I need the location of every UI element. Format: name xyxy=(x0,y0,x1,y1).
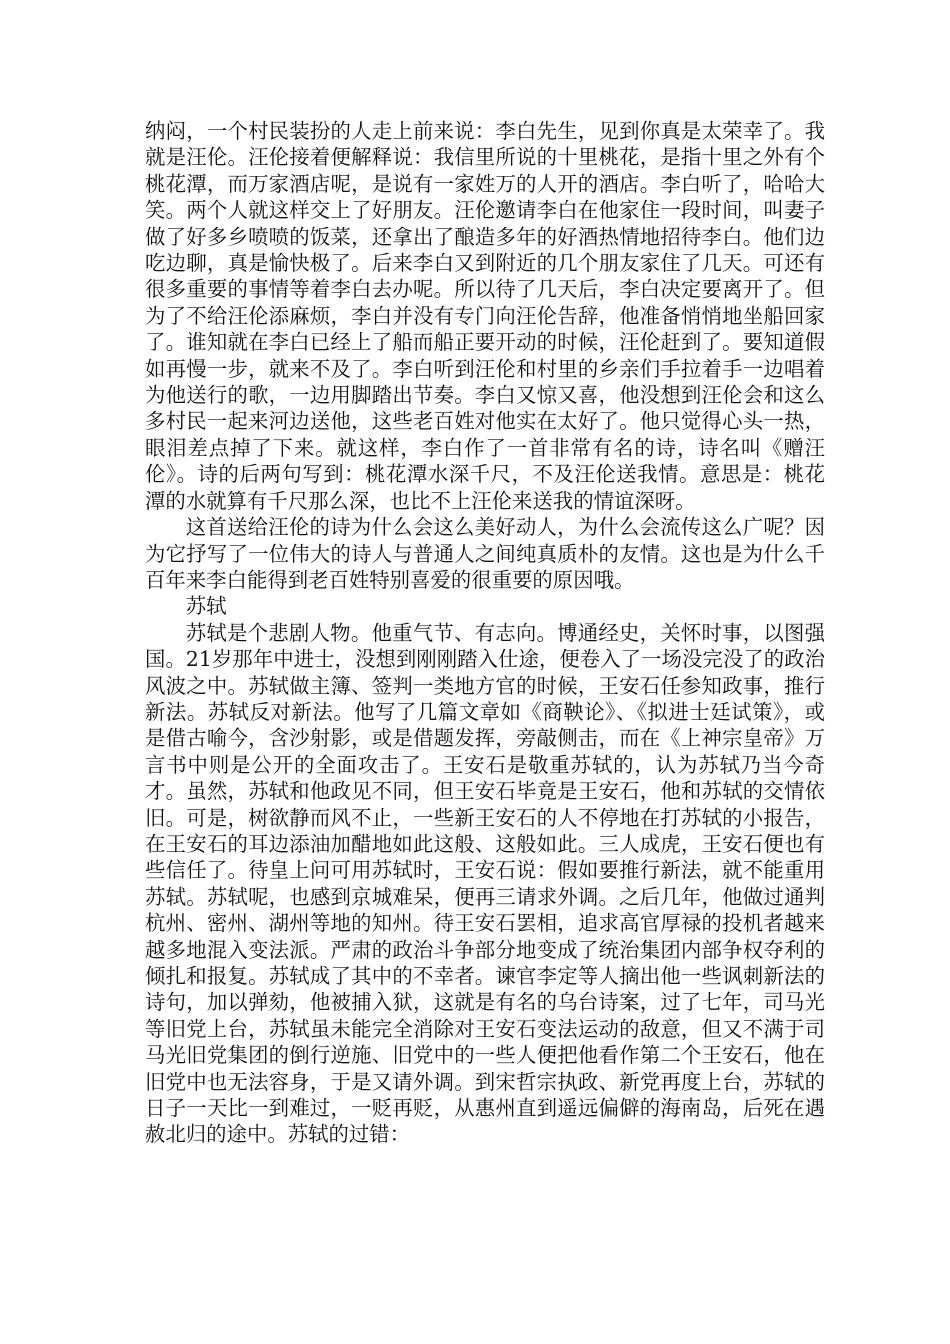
paragraph-poem-commentary: 这首送给汪伦的诗为什么会这么美好动人，为什么会流传这么广呢？因为它抒写了一位伟大的诗人与普通人之间纯真质朴的友情。这也是为什么千百年来李白能得到老百姓特别喜爱的很重要的原因哦。 xyxy=(145,515,825,592)
section-heading-su-shi: 苏轼 xyxy=(185,594,227,619)
paragraph-li-bai-story: 纳闷，一个村民装扮的人走上前来说：李白先生，见到你真是太荣幸了。我就是汪伦。汪伦接着便解释说：我信里所说的十里桃花，是指十里之外有个桃花潭，而万家酒店呢，是说有一家姓万的人开的酒店。李白听了，哈哈大笑。两个人就这样交上了好朋友。汪伦邀请李白在他家住一段时间，叫妻子做了好多乡喷喷的饭菜，还拿出了酿造多年的好酒热情地招待李白。他们边吃边聊，真是愉快极了。后来李白又到附近的几个朋友家住了几天。可还有很多重要的事情等着李白去办呢。所以待了几天后，李白决定要离开了。但为了不给汪伦添麻烦，李白并没有专门向汪伦告辞，他准备悄悄地坐船回家了。谁知就在李白已经上了船而船正要开动的时候，汪伦赶到了。要知道假如再慢一步，就来不及了。李白听到汪伦和村里的乡亲们手拉着手一边唱着为他送行的歌，一边用脚踏出节奏。李白又惊又喜，他没想到汪伦会和这么多村民一起来河边送他，这些老百姓对他实在太好了。他只觉得心头一热，眼泪差点掉了下来。就这样，李白作了一首非常有名的诗，诗名叫《赠汪伦》。诗的后两句写到：桃花潭水深千尺，不及汪伦送我情。意思是：桃花潭的水就算有千尺那么深，也比不上汪伦来送我的情谊深呀。 xyxy=(145,119,825,513)
document-page xyxy=(145,118,825,1148)
paragraph-su-shi-biography: 苏轼是个悲剧人物。他重气节、有志向。博通经史，关怀时事，以图强国。21岁那年中进士，没想到刚刚踏入仕途，便卷入了一场没完没了的政治风波之中。苏轼做主簿、签判一类地方官的时候，王安石任参知政事，推行新法。苏轼反对新法。他写了几篇文章如《商鞅论》、《拟进士廷试策》，或是借古喻今，含沙射影，或是借题发挥，旁敲侧击，而在《上神宗皇帝》万言书中则是公开的全面攻击了。王安石是敬重苏轼的，认为苏轼乃当今奇才。虽然，苏轼和他政见不同，但王安石毕竟是王安石，他和苏轼的交情依旧。可是，树欲静而风不止，一些新王安石的人不停地在打苏轼的小报告，在王安石的耳边添油加醋地如此这般、这般如此。三人成虎，王安石便也有些信任了。待皇上问可用苏轼时，王安石说：假如要推行新法，就不能重用苏轼。苏轼呢，也感到京城难呆，便再三请求外调。之后几年，他做过通判杭州、密州、湖州等地的知州。待王安石罢相，追求高官厚禄的投机者越来越多地混入变法派。严肃的政治斗争部分地变成了统治集团内部争权夺利的倾扎和报复。苏轼成了其中的不幸者。谏官李定等人摘出他一些讽刺新法的诗句，加以弹劾，他被捕入狱，这就是有名的乌台诗案，过了七年，司马光等旧党上台，苏轼虽未能完全消除对王安石变法运动的敌意，但又不满于司马光旧党集团的倒行逆施、旧党中的一些人便把他看作第二个王安石，他在旧党中也无法容身，于是又请外调。到宋哲宗执政、新党再度上台，苏轼的日子一天比一到难过，一贬再贬，从惠州直到遥远偏僻的海南岛，后死在遇赦北归的途中。苏轼的过错： xyxy=(145,620,825,1147)
